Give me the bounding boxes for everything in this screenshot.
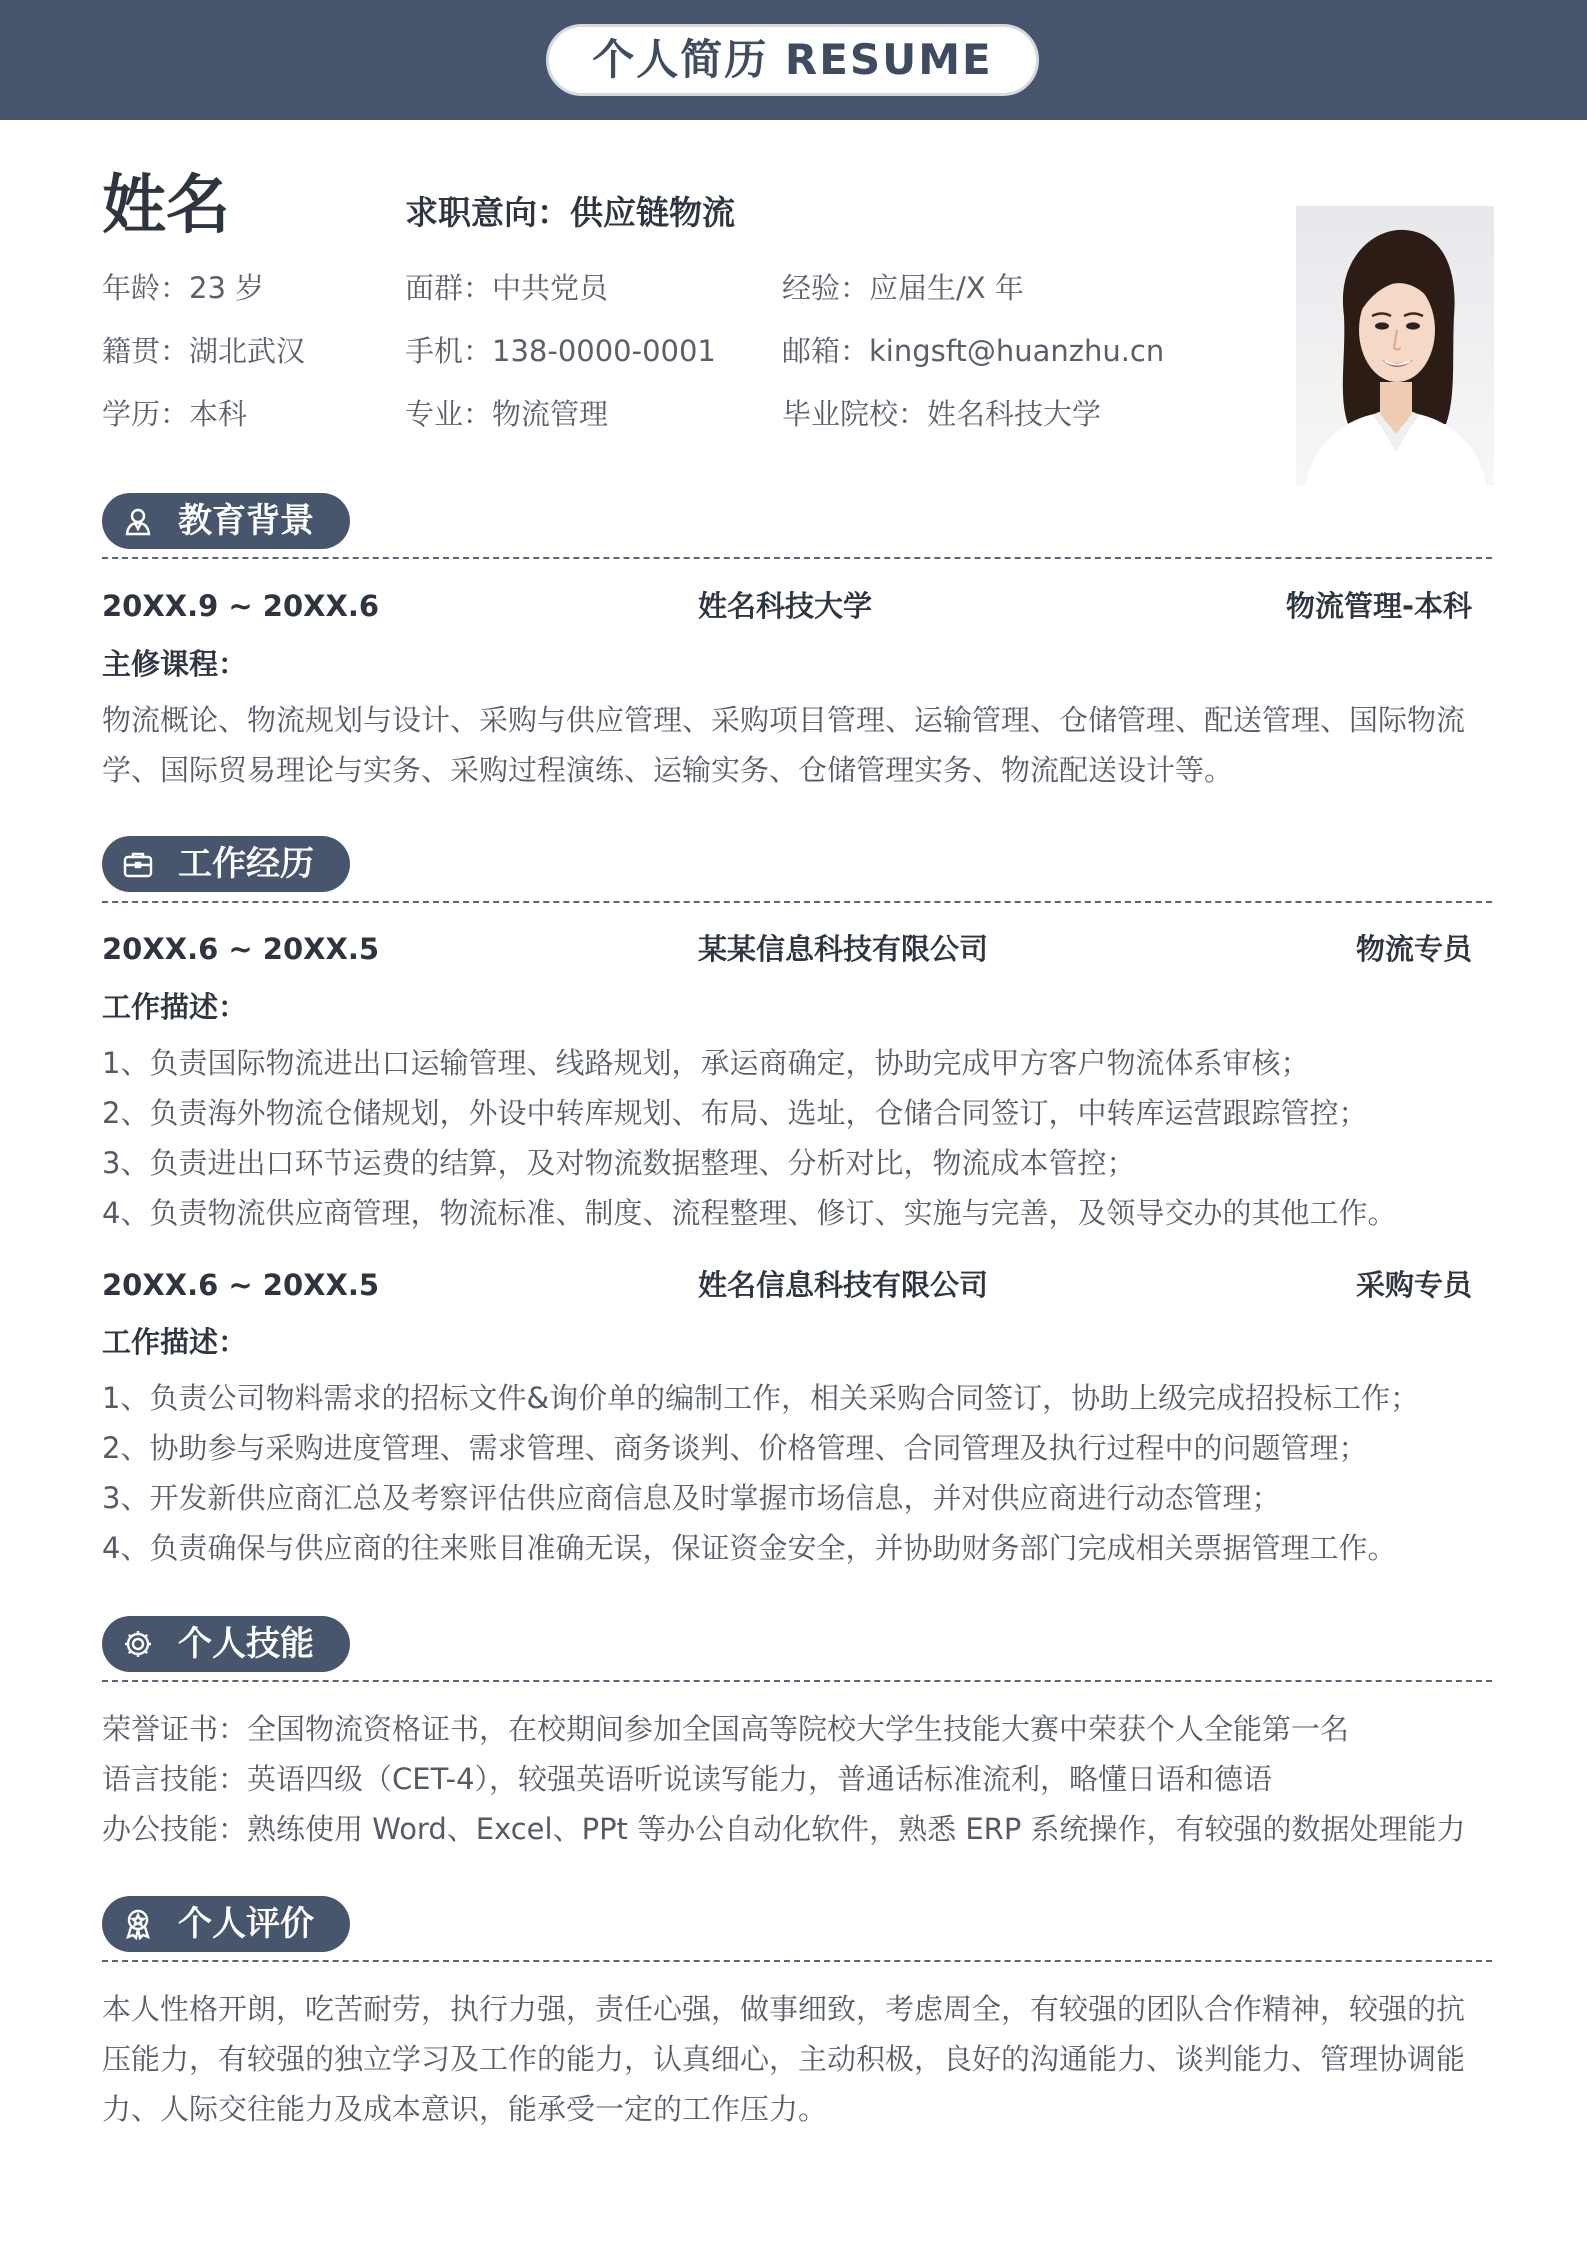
job-desc-item: 3、负责进出口环节运费的结算，及对物流数据整理、分析对比，物流成本管控； (102, 1146, 1136, 1180)
job-desc-label: 工作描述： (102, 990, 248, 1024)
section-education-header (102, 493, 350, 549)
job-period: 20XX.6 ~ 20XX.5 (102, 932, 380, 966)
job-intent: 求职意向：供应链物流 (405, 193, 735, 232)
job-desc-label: 工作描述： (102, 1325, 248, 1359)
job-desc-item: 4、负责物流供应商管理，物流标准、制度、流程整理、修订、实施与完善，及领导交办的其他工作。 (102, 1196, 1397, 1230)
profile-photo (1296, 206, 1494, 486)
info-degree: 学历：本科 (102, 397, 248, 431)
skill-item: 荣誉证书：全国物流资格证书，在校期间参加全国高等院校大学生技能大赛中荣获个人全能第一名 (102, 1712, 1350, 1746)
info-email: 邮箱：kingsft@huanzhu.cn (782, 334, 1165, 368)
resume-title: 个人简历 RESUME (546, 24, 1039, 96)
section-title: 个人技能 (178, 1624, 314, 1664)
info-age: 年龄：23 岁 (102, 271, 265, 305)
info-hometown: 籍贯：湖北武汉 (102, 334, 306, 368)
briefcase-icon (122, 848, 154, 880)
student-icon (122, 505, 154, 537)
education-period: 20XX.9 ~ 20XX.6 (102, 589, 380, 623)
info-major: 专业：物流管理 (405, 397, 609, 431)
evaluation-text-line: 力、人际交往能力及成本意识，能承受一定的工作压力。 (102, 2092, 828, 2126)
courses-text-line: 学、国际贸易理论与实务、采购过程演练、运输实务、仓储管理实务、物流配送设计等。 (102, 753, 1234, 787)
job-row (102, 1264, 1472, 1306)
info-experience: 经验：应届生/X 年 (782, 271, 1024, 305)
section-evaluation-header (102, 1896, 350, 1952)
award-icon (122, 1908, 154, 1940)
courses-label: 主修课程： (102, 647, 248, 681)
info-politics: 面群：中共党员 (405, 271, 609, 305)
job-desc-item: 1、负责公司物料需求的招标文件&询价单的编制工作，相关采购合同签订，协助上级完成招投标工作； (102, 1381, 1420, 1415)
section-divider (102, 1960, 1492, 1962)
job-company: 某某信息科技有限公司 (698, 932, 989, 966)
candidate-name: 姓名 (102, 169, 230, 243)
section-divider (102, 557, 1492, 559)
info-phone: 手机：138-0000-0001 (405, 334, 716, 368)
job-desc-item: 3、开发新供应商汇总及考察评估供应商信息及时掌握市场信息，并对供应商进行动态管理； (102, 1481, 1281, 1515)
gear-icon (122, 1628, 154, 1660)
skill-item: 办公技能：熟练使用 Word、Excel、PPt 等办公自动化软件，熟悉 ERP 系统操作，有较强的数据处理能力 (102, 1812, 1466, 1846)
education-row (102, 585, 1472, 627)
job-desc-item: 2、负责海外物流仓储规划，外设中转库规划、布局、选址，仓储合同签订，中转库运营跟踪管控； (102, 1096, 1368, 1130)
job-period: 20XX.6 ~ 20XX.5 (102, 1268, 380, 1302)
section-work-header (102, 836, 350, 892)
evaluation-text-line: 压能力，有较强的独立学习及工作的能力，认真细心，主动积极，良好的沟通能力、谈判能力、管理协调能 (102, 2042, 1466, 2076)
section-title: 教育背景 (178, 501, 314, 541)
section-title: 工作经历 (178, 844, 314, 884)
section-skills-header (102, 1616, 350, 1672)
job-desc-item: 2、协助参与采购进度管理、需求管理、商务谈判、价格管理、合同管理及执行过程中的问题管理； (102, 1431, 1368, 1465)
section-divider (102, 901, 1492, 903)
education-school: 姓名科技大学 (698, 589, 873, 623)
evaluation-text-line: 本人性格开朗，吃苦耐劳，执行力强，责任心强，做事细致，考虑周全，有较强的团队合作精神，较强的抗 (102, 1992, 1466, 2026)
job-company: 姓名信息科技有限公司 (698, 1268, 989, 1302)
skill-item: 语言技能：英语四级（CET-4），较强英语听说读写能力，普通话标准流利，略懂日语和德语 (102, 1762, 1273, 1796)
job-role: 物流专员 (1355, 932, 1472, 966)
job-row (102, 928, 1472, 970)
job-desc-item: 4、负责确保与供应商的往来账目准确无误，保证资金安全，并协助财务部门完成相关票据管理工作。 (102, 1531, 1397, 1565)
info-school: 毕业院校：姓名科技大学 (782, 397, 1102, 431)
job-desc-item: 1、负责国际物流进出口运输管理、线路规划，承运商确定，协助完成甲方客户物流体系审核； (102, 1046, 1310, 1080)
courses-text-line: 物流概论、物流规划与设计、采购与供应管理、采购项目管理、运输管理、仓储管理、配送管理、国际物流 (102, 703, 1466, 737)
education-major: 物流管理-本科 (1285, 589, 1472, 623)
job-role: 采购专员 (1355, 1268, 1472, 1302)
section-divider (102, 1680, 1492, 1682)
section-title: 个人评价 (178, 1904, 314, 1944)
